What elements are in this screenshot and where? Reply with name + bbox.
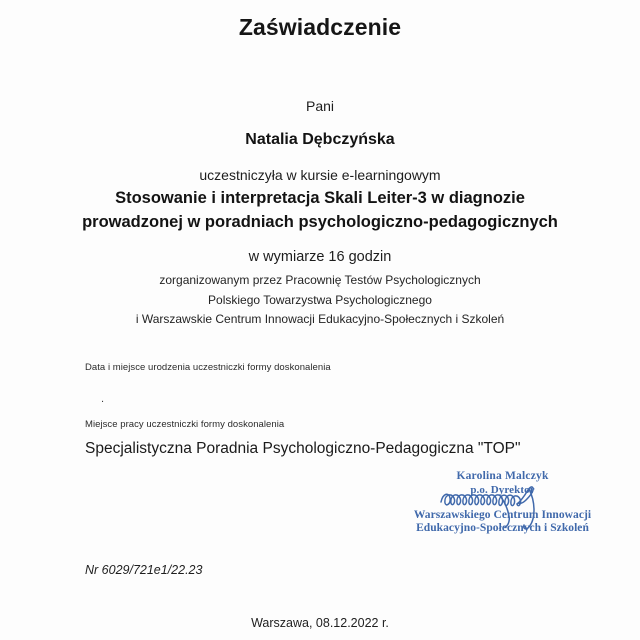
workplace-label: Miejsce pracy uczestniczki formy doskonalenia bbox=[85, 419, 285, 430]
document-number: Nr 6029/721e1/22.23 bbox=[85, 563, 203, 577]
organizer-line-1: zorganizowanym przez Pracownię Testów Psychologicznych bbox=[159, 273, 481, 287]
course-participation-text: uczestniczyła w kursie e-learningowym bbox=[199, 167, 441, 183]
organizer-line-3: i Warszawskie Centrum Innowacji Edukacyjno-Społecznych i Szkoleń bbox=[135, 312, 505, 326]
signatory-name: Karolina Malczyk bbox=[456, 470, 549, 482]
birth-details-label: Data i miejsce urodzenia uczestniczki formy doskonalenia bbox=[85, 362, 331, 373]
workplace-value: Specjalistyczna Poradnia Psychologiczno-Pedagogiczna "TOP" bbox=[85, 440, 521, 457]
course-hours: w wymiarze 16 godzin bbox=[248, 249, 392, 265]
signatory-role: p.o. Dyrektor bbox=[470, 483, 535, 496]
course-title-line-1: Stosowanie i interpretacja Skali Leiter-3 w diagnozie bbox=[115, 189, 525, 207]
signature-block bbox=[410, 470, 595, 536]
birth-details-value: . bbox=[101, 393, 105, 405]
place-and-date: Warszawa, 08.12.2022 r. bbox=[251, 616, 389, 630]
organizer-line-2: Polskiego Towarzystwa Psychologicznego bbox=[208, 293, 432, 307]
recipient-salutation: Pani bbox=[305, 98, 335, 114]
page-title: Zaświadczenie bbox=[238, 14, 402, 40]
course-title-line-2: prowadzonej w poradniach psychologiczno-pedagogicznych bbox=[82, 213, 558, 231]
recipient-name: Natalia Dębczyńska bbox=[245, 131, 395, 148]
signatory-organization-line-1: Warszawskiego Centrum Innowacji bbox=[413, 508, 592, 521]
signatory-organization-line-2: Edukacyjno-Społecznych i Szkoleń bbox=[416, 522, 589, 535]
